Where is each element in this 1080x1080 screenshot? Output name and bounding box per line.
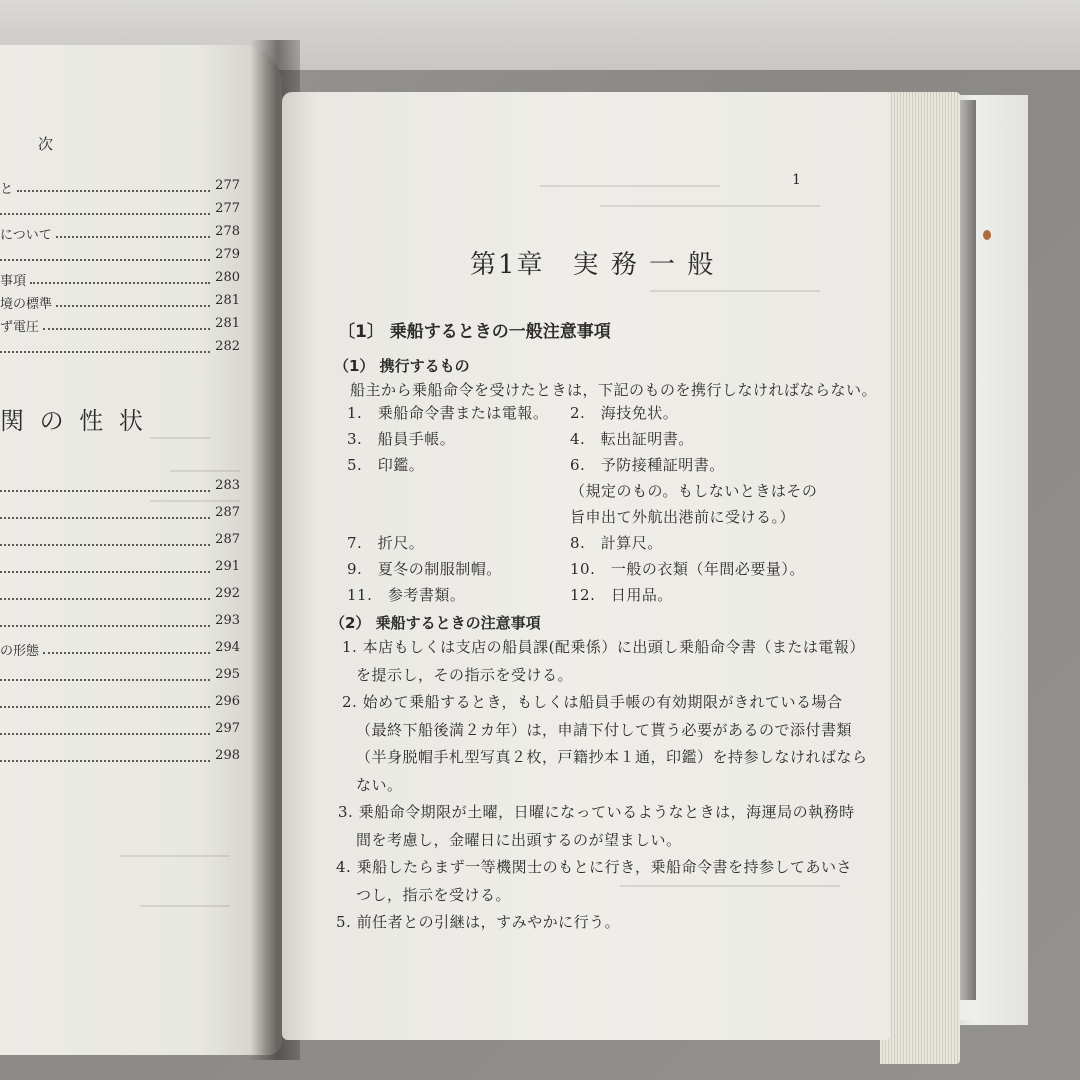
- intro-paragraph: 船主から乗船命令を受けたときは，下記のものを携行しなければならない。: [350, 381, 878, 399]
- note-line: （最終下船後満２カ年）は，申請下付して貰う必要があるので添付書類: [356, 720, 853, 739]
- item-left: 5. 印鑑。: [347, 456, 425, 474]
- note-line: 間を考慮し，金曜日に出頭するのが望ましい。: [356, 830, 682, 849]
- item-right: 2. 海技免状。: [570, 404, 679, 422]
- bleed-through-text: [650, 290, 820, 292]
- item-right: 12. 日用品。: [570, 586, 673, 604]
- item-right: 10. 一般の衣類（年間必要量）。: [570, 560, 805, 578]
- toc-row: [0, 316, 240, 334]
- toc-page-number: 283: [215, 478, 240, 493]
- toc-row: [0, 694, 240, 712]
- bleed-through-text: [170, 470, 240, 472]
- toc-leader-dots: [0, 213, 210, 215]
- toc-leader-dots: [43, 652, 210, 654]
- toc-leader-dots: [56, 236, 210, 238]
- note-line: 3. 乗船命令期限が土曜，日曜になっているようなときは，海運局の執務時: [338, 803, 855, 821]
- toc-page-number: 281: [215, 293, 240, 308]
- item-right: （規定のもの。もしないときはその: [570, 482, 818, 500]
- toc-row: [0, 667, 240, 685]
- toc-leader-dots: [0, 544, 210, 546]
- toc-row: [0, 586, 240, 604]
- toc-label: 事項: [0, 274, 27, 289]
- toc-row: [0, 640, 240, 658]
- toc-row: [0, 478, 240, 496]
- toc-label: の形態: [0, 644, 40, 659]
- item-left: 9. 夏冬の制服制帽。: [347, 560, 502, 578]
- toc-row: [0, 721, 240, 739]
- bleed-through-text: [600, 205, 820, 207]
- toc-page-number: 298: [215, 748, 240, 763]
- note-line: 4. 乗船したらまず一等機関士のもとに行き，乗船命令書を持参してあいさ: [336, 858, 852, 876]
- toc-leader-dots: [0, 679, 210, 681]
- toc-page-number: 278: [215, 224, 240, 239]
- left-chapter-title: 関 の 性 状: [0, 407, 147, 435]
- toc-row: [0, 293, 240, 311]
- toc-leader-dots: [0, 598, 210, 600]
- toc-row: [0, 201, 240, 219]
- toc-page-number: 280: [215, 270, 240, 285]
- toc-page-number: 297: [215, 721, 240, 736]
- toc-page-number: 287: [215, 532, 240, 547]
- toc-row: [0, 270, 240, 288]
- item-left: 3. 船員手帳。: [347, 430, 456, 448]
- item-left: 11. 参考書類。: [347, 586, 466, 604]
- toc-leader-dots: [0, 760, 210, 762]
- toc-page-number: 277: [215, 201, 240, 216]
- toc-leader-dots: [56, 305, 210, 307]
- toc-page-number: 281: [215, 316, 240, 331]
- toc-label: について: [0, 228, 52, 243]
- stain-mark: [983, 230, 991, 240]
- subsection-title-2: （2） 乗船するときの注意事項: [330, 614, 541, 632]
- toc-leader-dots: [0, 351, 210, 353]
- bleed-through-text: [150, 437, 210, 439]
- toc-page-number: 282: [215, 339, 240, 354]
- bleed-through-text: [150, 500, 240, 502]
- toc-row: [0, 559, 240, 577]
- toc-leader-dots: [30, 282, 210, 284]
- toc-page-number: 279: [215, 247, 240, 262]
- note-line: つし，指示を受ける。: [356, 885, 512, 904]
- toc-page-number: 295: [215, 667, 240, 682]
- toc-row: [0, 247, 240, 265]
- page-edges: [880, 92, 960, 1064]
- chapter-title: 第1章 実 務 一 般: [470, 250, 716, 280]
- left-page-header: 次: [38, 135, 54, 153]
- item-right: 旨申出て外航出港前に受ける。）: [570, 508, 796, 526]
- toc-label: 境の標準: [0, 297, 53, 312]
- item-right: 8. 計算尺。: [570, 534, 663, 552]
- page-number: 1: [792, 172, 801, 188]
- bleed-through-text: [120, 855, 230, 857]
- left-page: [0, 45, 282, 1055]
- bleed-through-text: [140, 905, 230, 907]
- item-left: 1. 乗船命令書または電報。: [347, 404, 549, 422]
- toc-page-number: 294: [215, 640, 240, 655]
- toc-page-number: 287: [215, 505, 240, 520]
- toc-page-number: 291: [215, 559, 240, 574]
- toc-page-number: 277: [215, 178, 240, 193]
- note-line: を提示し，その指示を受ける。: [356, 665, 574, 684]
- toc-leader-dots: [0, 706, 210, 708]
- toc-label: と: [0, 182, 14, 197]
- note-line: 5. 前任者との引継は，すみやかに行う。: [336, 913, 621, 931]
- toc-leader-dots: [0, 490, 210, 492]
- note-line: 1. 本店もしくは支店の船員課(配乗係）に出頭し乗船命令書（または電報）: [342, 638, 865, 656]
- toc-row: [0, 339, 240, 357]
- toc-row: [0, 505, 240, 523]
- toc-leader-dots: [0, 517, 210, 519]
- bleed-through-text: [620, 885, 840, 887]
- toc-page-number: 296: [215, 694, 240, 709]
- toc-row: [0, 224, 240, 242]
- note-line: 2. 始めて乗船するとき，もしくは船員手帳の有効期限がきれている場合: [342, 693, 843, 711]
- toc-leader-dots: [0, 571, 210, 573]
- bleed-through-text: [540, 185, 720, 187]
- toc-row: [0, 748, 240, 766]
- toc-row: [0, 178, 240, 196]
- toc-leader-dots: [0, 733, 210, 735]
- toc-leader-dots: [17, 190, 210, 192]
- subsection-title-1: （1） 携行するもの: [334, 357, 470, 375]
- toc-page-number: 293: [215, 613, 240, 628]
- toc-row: [0, 532, 240, 550]
- item-left: 7. 折尺。: [347, 534, 425, 552]
- item-right: 4. 転出証明書。: [570, 430, 694, 448]
- note-line: ない。: [356, 775, 403, 794]
- item-right: 6. 予防接種証明書。: [570, 456, 725, 474]
- note-line: （半身脱帽手札型写真２枚，戸籍抄本１通，印鑑）を持参しなければなら: [356, 748, 868, 766]
- toc-label: ず電圧: [0, 320, 40, 335]
- section-title: 〔1〕 乗船するときの一般注意事項: [338, 322, 611, 342]
- toc-leader-dots: [0, 625, 210, 627]
- toc-page-number: 292: [215, 586, 240, 601]
- toc-leader-dots: [43, 328, 210, 330]
- toc-row: [0, 613, 240, 631]
- toc-leader-dots: [0, 259, 210, 261]
